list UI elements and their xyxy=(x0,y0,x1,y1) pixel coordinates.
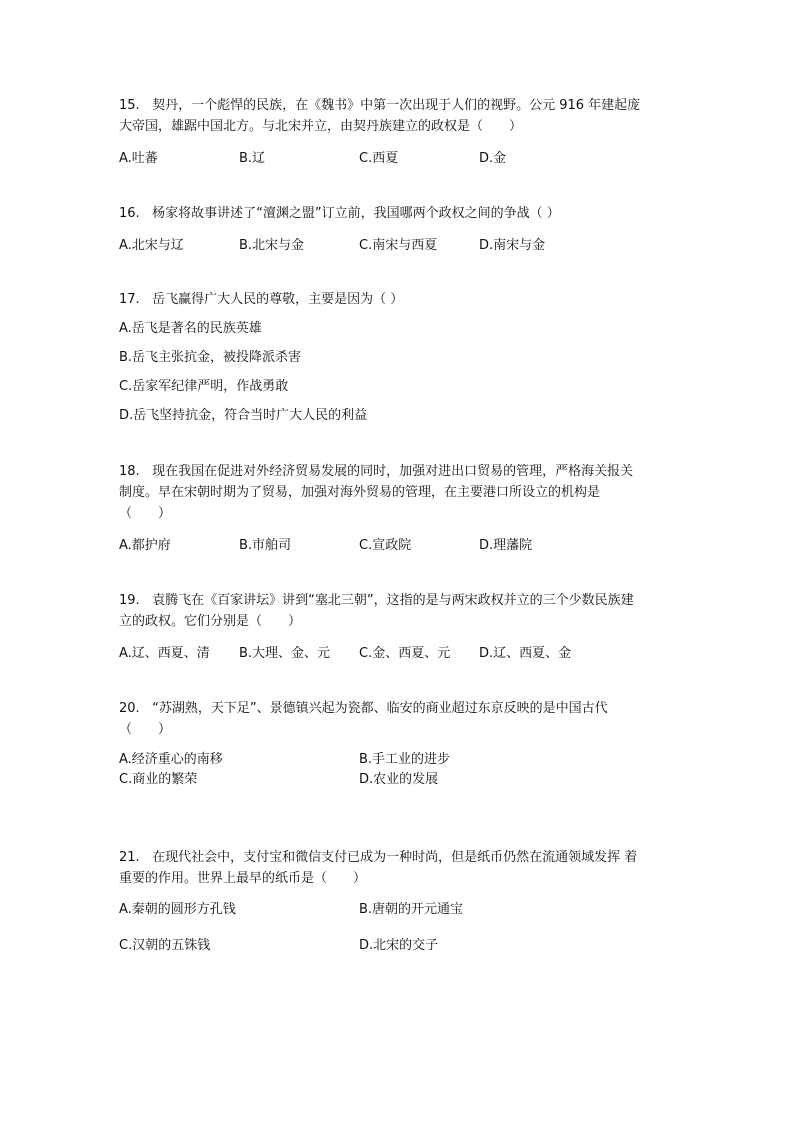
option-c: C.西夏 xyxy=(359,151,399,166)
stem-line: 大帝国，雄踞中国北方。与北宋并立，由契丹族建立的政权是（ ） xyxy=(119,119,523,134)
stem-line: （ ） xyxy=(119,506,172,521)
stem-line: 重要的作用。世界上最早的纸币是（ ） xyxy=(119,871,367,886)
option-c: C.宣政院 xyxy=(359,538,412,553)
options-list xyxy=(119,314,679,430)
stem-line: 袁腾飞在《百家讲坛》讲到“塞北三朝”，这指的是与两宋政权并立的三个少数民族建 xyxy=(152,593,634,608)
option-a: A.岳飞是著名的民族英雄 xyxy=(119,321,262,336)
option-a: A.秦朝的圆形方孔钱 xyxy=(119,902,236,917)
question-15 xyxy=(119,95,679,165)
question-18 xyxy=(119,461,679,552)
option-a: A.经济重心的南移 xyxy=(119,752,223,767)
option-b: B.大理、金、元 xyxy=(239,646,331,661)
options-row xyxy=(119,748,679,768)
question-stem xyxy=(119,847,679,889)
option-d: D.北宋的交子 xyxy=(359,938,439,953)
option-c: C.南宋与西夏 xyxy=(359,238,438,253)
question-number: 19. xyxy=(119,593,140,608)
option-c: C.汉朝的五铢钱 xyxy=(119,938,211,953)
options-row xyxy=(119,147,679,165)
option-a: A.辽、西夏、清 xyxy=(119,646,210,661)
question-19 xyxy=(119,590,679,660)
option-d: D.辽、西夏、金 xyxy=(479,646,572,661)
option-a: A.北宋与辽 xyxy=(119,238,184,253)
option-d: D.农业的发展 xyxy=(359,772,439,787)
option-c: C.金、西夏、元 xyxy=(359,646,451,661)
option-d: D.岳飞坚持抗金，符合当时广大人民的利益 xyxy=(119,408,368,423)
stem-line: “苏湖熟，天下足”、景德镇兴起为瓷都、临安的商业超过东京反映的是中国古代 xyxy=(152,701,608,716)
question-number: 15. xyxy=(119,98,140,113)
question-stem xyxy=(119,289,679,310)
question-20 xyxy=(119,698,679,788)
option-b: B.岳飞主张抗金，被投降派杀害 xyxy=(119,350,302,365)
option-d: D.理藩院 xyxy=(479,538,533,553)
stem-line: （ ） xyxy=(119,722,172,737)
options-row xyxy=(119,234,679,252)
question-stem xyxy=(119,461,679,524)
question-number: 18. xyxy=(119,464,140,479)
stem-line: 在现代社会中，支付宝和微信支付已成为一种时尚，但是纸币仍然在流通领域发挥 着 xyxy=(152,850,638,865)
stem-line: 岳飞赢得广大人民的尊敬，主要是因为（ ） xyxy=(152,292,404,307)
option-a: A.吐蕃 xyxy=(119,151,158,166)
options-row xyxy=(119,898,679,918)
stem-line: 立的政权。它们分别是（ ） xyxy=(119,614,302,629)
question-stem xyxy=(119,590,679,632)
options-row xyxy=(119,642,679,660)
option-b: B.唐朝的开元通宝 xyxy=(359,902,464,917)
stem-line: 现在我国在促进对外经济贸易发展的同时，加强对进出口贸易的管理，严格海关报关 xyxy=(152,464,634,479)
options-row xyxy=(119,768,679,788)
option-b: B.辽 xyxy=(239,151,266,166)
option-b: B.北宋与金 xyxy=(239,238,305,253)
question-number: 16. xyxy=(119,206,140,221)
question-16 xyxy=(119,203,679,252)
option-d: D.南宋与金 xyxy=(479,238,546,253)
option-b: B.手工业的进步 xyxy=(359,752,451,767)
option-a: A.都护府 xyxy=(119,538,171,553)
option-c: C.商业的繁荣 xyxy=(119,772,198,787)
options-row xyxy=(119,534,679,552)
question-number: 21. xyxy=(119,850,140,865)
options-row xyxy=(119,934,679,954)
option-b: B.市舶司 xyxy=(239,538,292,553)
stem-line: 契丹，一个彪悍的民族，在《魏书》中第一次出现于人们的视野。公元 916 年建起庞 xyxy=(152,98,641,113)
option-c: C.岳家军纪律严明，作战勇敢 xyxy=(119,379,289,394)
question-stem xyxy=(119,95,679,137)
question-number: 17. xyxy=(119,292,140,307)
stem-line: 杨家将故事讲述了“澶渊之盟”订立前，我国哪两个政权之间的争战（ ） xyxy=(152,206,560,221)
question-number: 20. xyxy=(119,701,140,716)
question-stem xyxy=(119,203,679,224)
stem-line: 制度。早在宋朝时期为了贸易，加强对海外贸易的管理，在主要港口所设立的机构是 xyxy=(119,485,601,500)
question-17 xyxy=(119,289,679,430)
question-stem xyxy=(119,698,679,740)
question-21 xyxy=(119,847,679,954)
option-d: D.金 xyxy=(479,151,507,166)
